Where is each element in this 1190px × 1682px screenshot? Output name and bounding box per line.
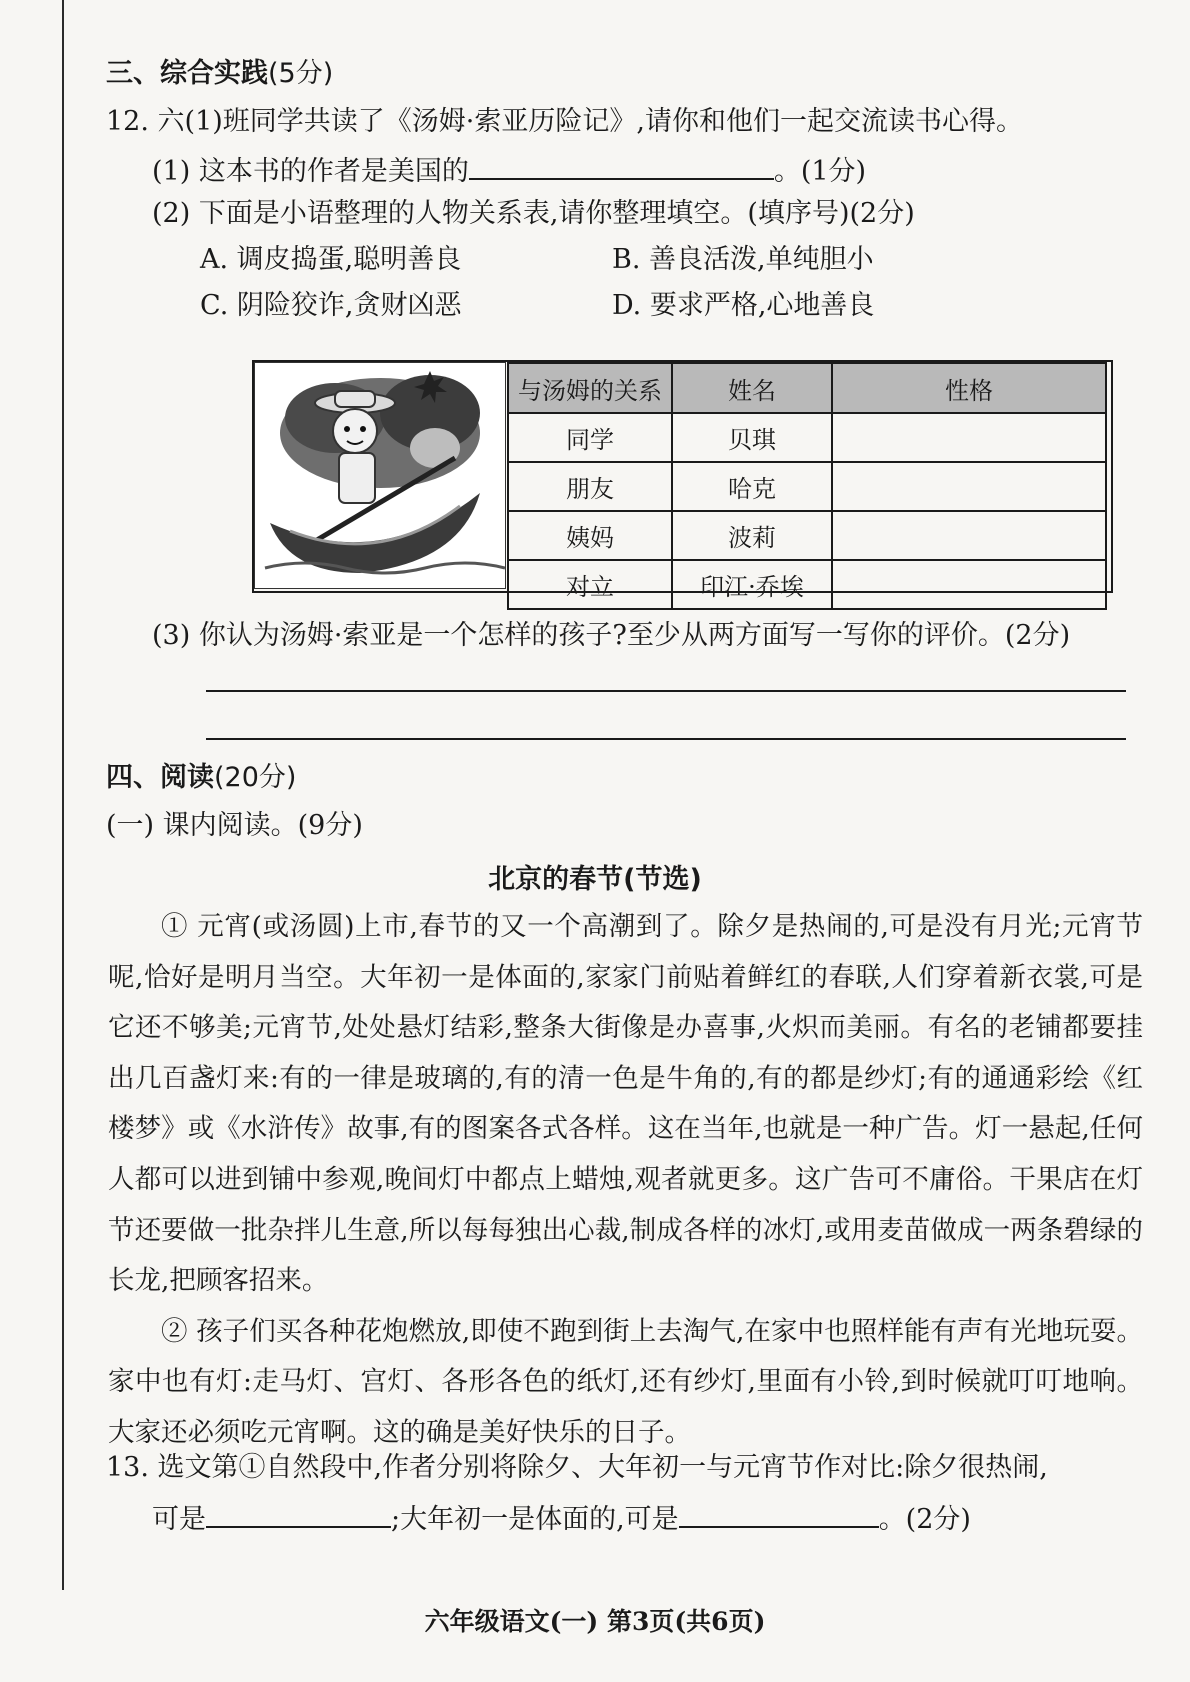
section4-heading [106, 760, 296, 796]
q13-blank-2[interactable] [679, 1498, 879, 1528]
personality-answer-cell[interactable] [832, 511, 1106, 560]
name-cell: 贝琪 [672, 413, 832, 462]
q12-part1-prefix: (1) 这本书的作者是美国的 [152, 156, 469, 187]
table-row [508, 511, 1106, 560]
q13-number: 13. [106, 1452, 149, 1483]
q13-text-a: 可是 [152, 1504, 206, 1535]
q13-stem: 选文第①自然段中,作者分别将除夕、大年初一与元宵节作对比:除夕很热闹, [157, 1452, 1048, 1483]
reading-passage [108, 902, 1143, 1459]
name-cell: 哈克 [672, 462, 832, 511]
q13-text-b: ;大年初一是体面的,可是 [391, 1504, 679, 1535]
personality-answer-cell[interactable] [832, 560, 1106, 609]
table-header: 姓名 [672, 363, 832, 413]
q12-part2: (2) 下面是小语整理的人物关系表,请你整理填空。(填序号)(2分) [152, 198, 915, 229]
passage-title: 北京的春节(节选) [488, 864, 702, 895]
section3-heading [106, 56, 333, 92]
table-header: 与汤姆的关系 [508, 363, 672, 413]
q13-text-c: 。(2分) [878, 1504, 971, 1535]
personality-answer-cell[interactable] [832, 462, 1106, 511]
relation-cell: 朋友 [508, 462, 672, 511]
q12-stem [106, 104, 1023, 140]
table-row [508, 462, 1106, 511]
option-a: A. 调皮捣蛋,聪明善良 [200, 244, 462, 275]
relation-cell: 对立 [508, 560, 672, 609]
section4-title: 四、阅读 [106, 762, 214, 793]
binding-margin-line [62, 0, 64, 1590]
table-row [508, 413, 1106, 462]
answer-line-2[interactable] [206, 738, 1126, 740]
author-nationality-blank[interactable] [469, 150, 774, 180]
section3-title: 三、综合实践 [106, 58, 268, 89]
page-footer: 六年级语文(一) 第3页(共6页) [424, 1607, 766, 1636]
answer-line-1[interactable] [206, 690, 1126, 692]
reading-subsection-1: (一) 课内阅读。(9分) [106, 810, 363, 841]
name-cell: 波莉 [672, 511, 832, 560]
option-c: C. 阴险狡诈,贪财凶恶 [200, 290, 462, 321]
tom-sawyer-illustration [254, 362, 506, 589]
relation-cell: 同学 [508, 413, 672, 462]
boy-in-boat-image [255, 363, 505, 588]
table-header: 性格 [832, 363, 1106, 413]
q12-part3: (3) 你认为汤姆·索亚是一个怎样的孩子?至少从两方面写一写你的评价。(2分) [152, 620, 1071, 651]
q12-part1-suffix: 。(1分) [773, 156, 867, 187]
option-b: B. 善良活泼,单纯胆小 [612, 244, 874, 275]
character-relationship-table [507, 362, 1107, 610]
passage-paragraph-2: ② 孩子们买各种花炮燃放,即使不跑到街上去淘气,在家中也照样能有声有光地玩耍。家中也有灯:走马灯、宫灯、各形各色的纸灯,还有纱灯,里面有小铃,到时候就叮叮地响。大家还必须吃元宵啊。这的确是美好快乐的日子。 [108, 1315, 1143, 1448]
q13-line-1 [106, 1450, 1048, 1486]
q12-part1 [152, 150, 866, 190]
table-header-row [508, 363, 1106, 413]
section4-score: (20分) [214, 762, 297, 793]
option-d: D. 要求严格,心地善良 [612, 290, 875, 321]
q12-stem-text: 六(1)班同学共读了《汤姆·索亚历险记》,请你和他们一起交流读书心得。 [157, 106, 1023, 137]
name-cell: 印江·乔埃 [672, 560, 832, 609]
passage-paragraph-1: ① 元宵(或汤圆)上市,春节的又一个高潮到了。除夕是热闹的,可是没有月光;元宵节呢,恰好是明月当空。大年初一是体面的,家家门前贴着鲜红的春联,人们穿着新衣裳,可是它还不够美;元宵节,处处悬灯结彩,整条大街像是办喜事,火炽而美丽。有名的老铺都要挂出几百盏灯来:有的一律是玻璃的,有的清一色是牛角的,有的都是纱灯;有的通通彩绘《红楼梦》或《水浒传》故事,有的图案各式各样。这在当年,也就是一种广告。灯一悬起,任何人都可以进到铺中参观,晚间灯中都点上蜡烛,观者就更多。这广告可不庸俗。干果店在灯节还要做一批杂拌儿生意,所以每每独出心裁,制成各样的冰灯,或用麦苗做成一两条碧绿的长龙,把顾客招来。 [108, 911, 1143, 1297]
q13-blank-1[interactable] [206, 1498, 391, 1528]
section3-score: (5分) [268, 58, 334, 89]
q13-line-2 [152, 1498, 971, 1538]
relation-cell: 姨妈 [508, 511, 672, 560]
q12-number: 12. [106, 106, 149, 137]
personality-answer-cell[interactable] [832, 413, 1106, 462]
table-row [508, 560, 1106, 609]
